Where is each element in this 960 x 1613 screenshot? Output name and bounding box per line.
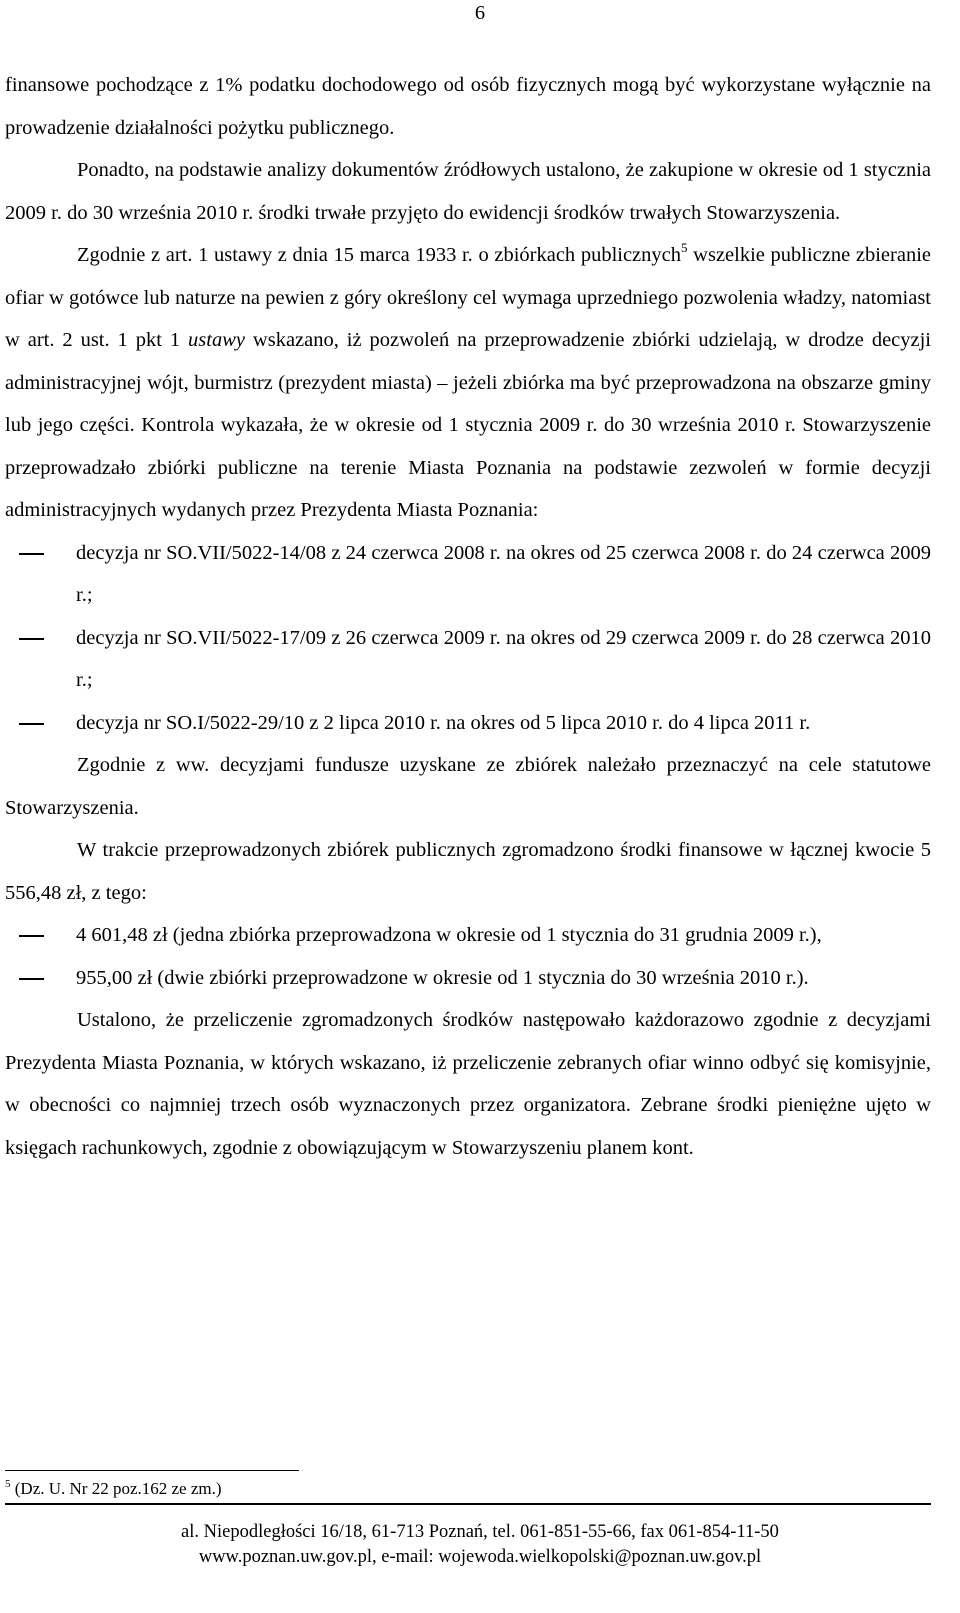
page-number: 6: [474, 2, 486, 24]
list-item-text: decyzja nr SO.I/5022-29/10 z 2 lipca 2010 r. na okres od 5 lipca 2010 r. do 4 lipca 2011 r.: [76, 711, 811, 734]
footnote-reference: 5: [681, 240, 688, 255]
footnote-number: 5: [5, 1478, 11, 1490]
list-item: [5, 914, 931, 957]
list-item-text: decyzja nr SO.VII/5022-17/09 z 26 czerwca 2009 r. na okres od 29 czerwca 2009 r. do 28 czerwca 2010 r.;: [76, 626, 931, 691]
paragraph-3-text-b: wszelkie publiczne zbieranie ofiar w gotówce lub naturze na pewien z góry określony cel wymaga uprzedniego pozwolenia władzy, natomiast w art. 2 ust. 1 pkt 1: [5, 244, 931, 351]
list-item-text: 955,00 zł (dwie zbiórki przeprowadzone w okresie od 1 stycznia do 30 września 2010 r.).: [76, 966, 809, 989]
paragraph-3-text-a: Zgodnie z art. 1 ustawy z dnia 15 marca 1933 r. o zbiórkach publicznych: [77, 244, 682, 266]
footer-address: al. Niepodległości 16/18, 61-713 Poznań, tel. 061-851-55-66, fax 061-854-11-50: [181, 1522, 779, 1542]
dash-bullet-icon: [19, 723, 44, 725]
dash-bullet-icon: [19, 935, 44, 937]
list-item-text: 4 601,48 zł (jedna zbiórka przeprowadzona w okresie od 1 stycznia do 31 grudnia 2009 r.),: [76, 924, 822, 946]
list-item: [5, 617, 931, 702]
paragraph-6: Ustalono, że przeliczenie zgromadzonych środków następowało każdorazowo zgodnie z decyzjami Prezydenta Miasta Poznania, w których wskazano, iż przeliczenie zebranych ofiar winno odbyć się komisyjnie, w obecności co najmniej trzech osób wyznaczonych przez organizatora. Zebrane środki pieniężne ujęto w księgach rachunkowych, zgodnie z obowiązującym w Stowarzyszeniu planem kont.: [5, 1009, 931, 1159]
footer-contact: www.poznan.uw.gov.pl, e-mail: wojewoda.wielkopolski@poznan.uw.gov.pl: [198, 1547, 762, 1567]
list-item: [5, 702, 931, 745]
paragraph-2: Ponadto, na podstawie analizy dokumentów źródłowych ustalono, że zakupione w okresie od 1 stycznia 2009 r. do 30 września 2010 r. środki trwałe przyjęto do ewidencji środków trwałych Stowarzyszenia.: [5, 159, 931, 224]
list-item-text: decyzja nr SO.VII/5022-14/08 z 24 czerwca 2008 r. na okres od 25 czerwca 2008 r. do 24 czerwca 2009 r.;: [76, 541, 931, 606]
document-body: [5, 64, 931, 1169]
paragraph-4: Zgodnie z ww. decyzjami fundusze uzyskane ze zbiórek należało przeznaczyć na cele statutowe Stowarzyszenia.: [5, 754, 931, 819]
dash-bullet-icon: [19, 978, 44, 980]
dash-bullet-icon: [19, 638, 44, 640]
decisions-list: [5, 532, 931, 745]
paragraph-1-continuation: finansowe pochodzące z 1% podatku dochodowego od osób fizycznych mogą być wykorzystane wyłącznie na prowadzenie działalności pożytku publicznego.: [5, 74, 931, 139]
paragraph-5: W trakcie przeprowadzonych zbiórek publicznych zgromadzono środki finansowe w łącznej kwocie 5 556,48 zł, z tego:: [5, 839, 931, 904]
page-footer: [0, 1520, 960, 1570]
amounts-list: [5, 914, 931, 999]
paragraph-3-text-c: wskazano, iż pozwoleń na przeprowadzenie zbiórki udzielają, w drodze decyzji administracyjnej wójt, burmistrz (prezydent miasta) – jeżeli zbiórka ma być przeprowadzona na obszarze gminy lub jego części. Kontrola wykazała, że w okresie od 1 stycznia 2009 r. do 30 września 2010 r. Stowarzyszenie przeprowadzało zbiórki publiczne na terenie Miasta Poznania na podstawie zezwoleń w formie decyzji administracyjnych wydanych przez Prezydenta Miasta Poznania:: [5, 329, 932, 521]
paragraph-3: [5, 234, 931, 532]
footnote-divider: [5, 1470, 299, 1471]
footer-divider: [5, 1503, 931, 1505]
footnote-text: (Dz. U. Nr 22 poz.162 ze zm.): [10, 1479, 222, 1498]
dash-bullet-icon: [19, 553, 44, 555]
list-item: [5, 532, 931, 617]
paragraph-3-italic: ustawy: [188, 329, 245, 351]
footnote: [5, 1479, 222, 1499]
list-item: [5, 957, 931, 1000]
